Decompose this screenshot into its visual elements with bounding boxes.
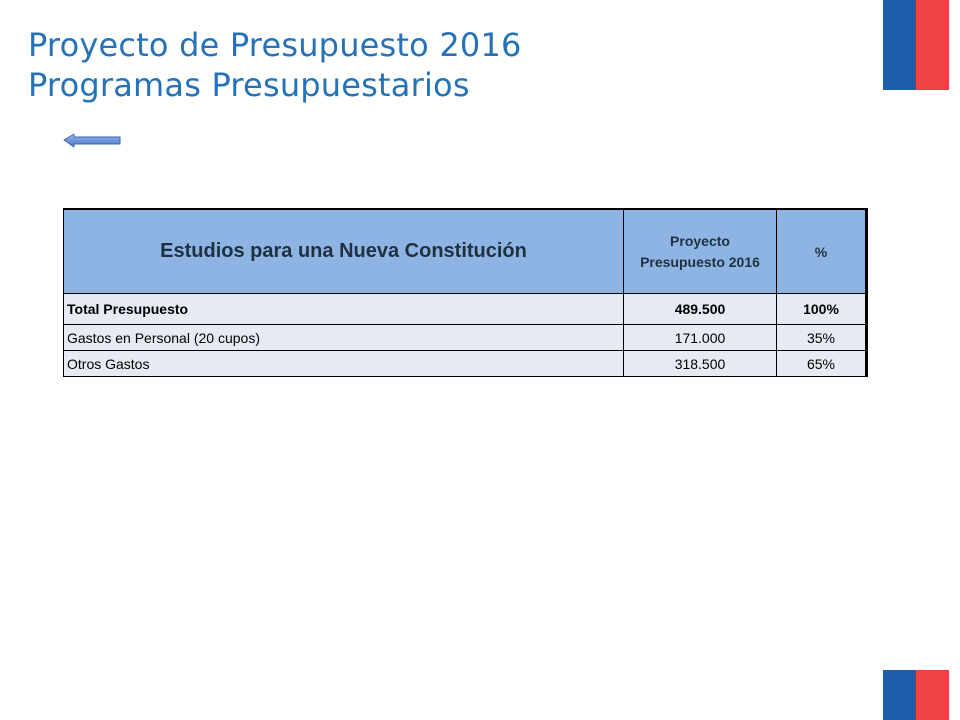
header-percentage: % — [777, 209, 867, 294]
flag-decoration-top — [883, 0, 949, 90]
flag-blue-stripe — [883, 0, 916, 90]
row-percentage: 35% — [777, 325, 867, 351]
title-line-2: Programas Presupuestarios — [28, 66, 470, 104]
header-budget-amount: Proyecto Presupuesto 2016 — [624, 209, 777, 294]
row-amount: 318.500 — [624, 351, 777, 377]
header-program-name: Estudios para una Nueva Constitución — [64, 209, 624, 294]
flag-blue-stripe — [883, 670, 916, 720]
row-percentage: 100% — [777, 294, 867, 325]
row-percentage: 65% — [777, 351, 867, 377]
row-amount: 489.500 — [624, 294, 777, 325]
row-label: Otros Gastos — [64, 351, 624, 377]
page-title — [28, 25, 522, 105]
table-header-row — [64, 209, 867, 294]
flag-red-stripe — [916, 670, 949, 720]
flag-red-stripe — [916, 0, 949, 90]
budget-table — [63, 208, 868, 377]
row-amount: 171.000 — [624, 325, 777, 351]
table-row-total — [64, 294, 867, 325]
back-arrow-icon[interactable] — [62, 130, 124, 152]
flag-decoration-bottom — [883, 670, 949, 720]
title-line-1: Proyecto de Presupuesto 2016 — [28, 26, 522, 64]
table-row — [64, 351, 867, 377]
row-label: Gastos en Personal (20 cupos) — [64, 325, 624, 351]
row-label: Total Presupuesto — [64, 294, 624, 325]
table-row — [64, 325, 867, 351]
